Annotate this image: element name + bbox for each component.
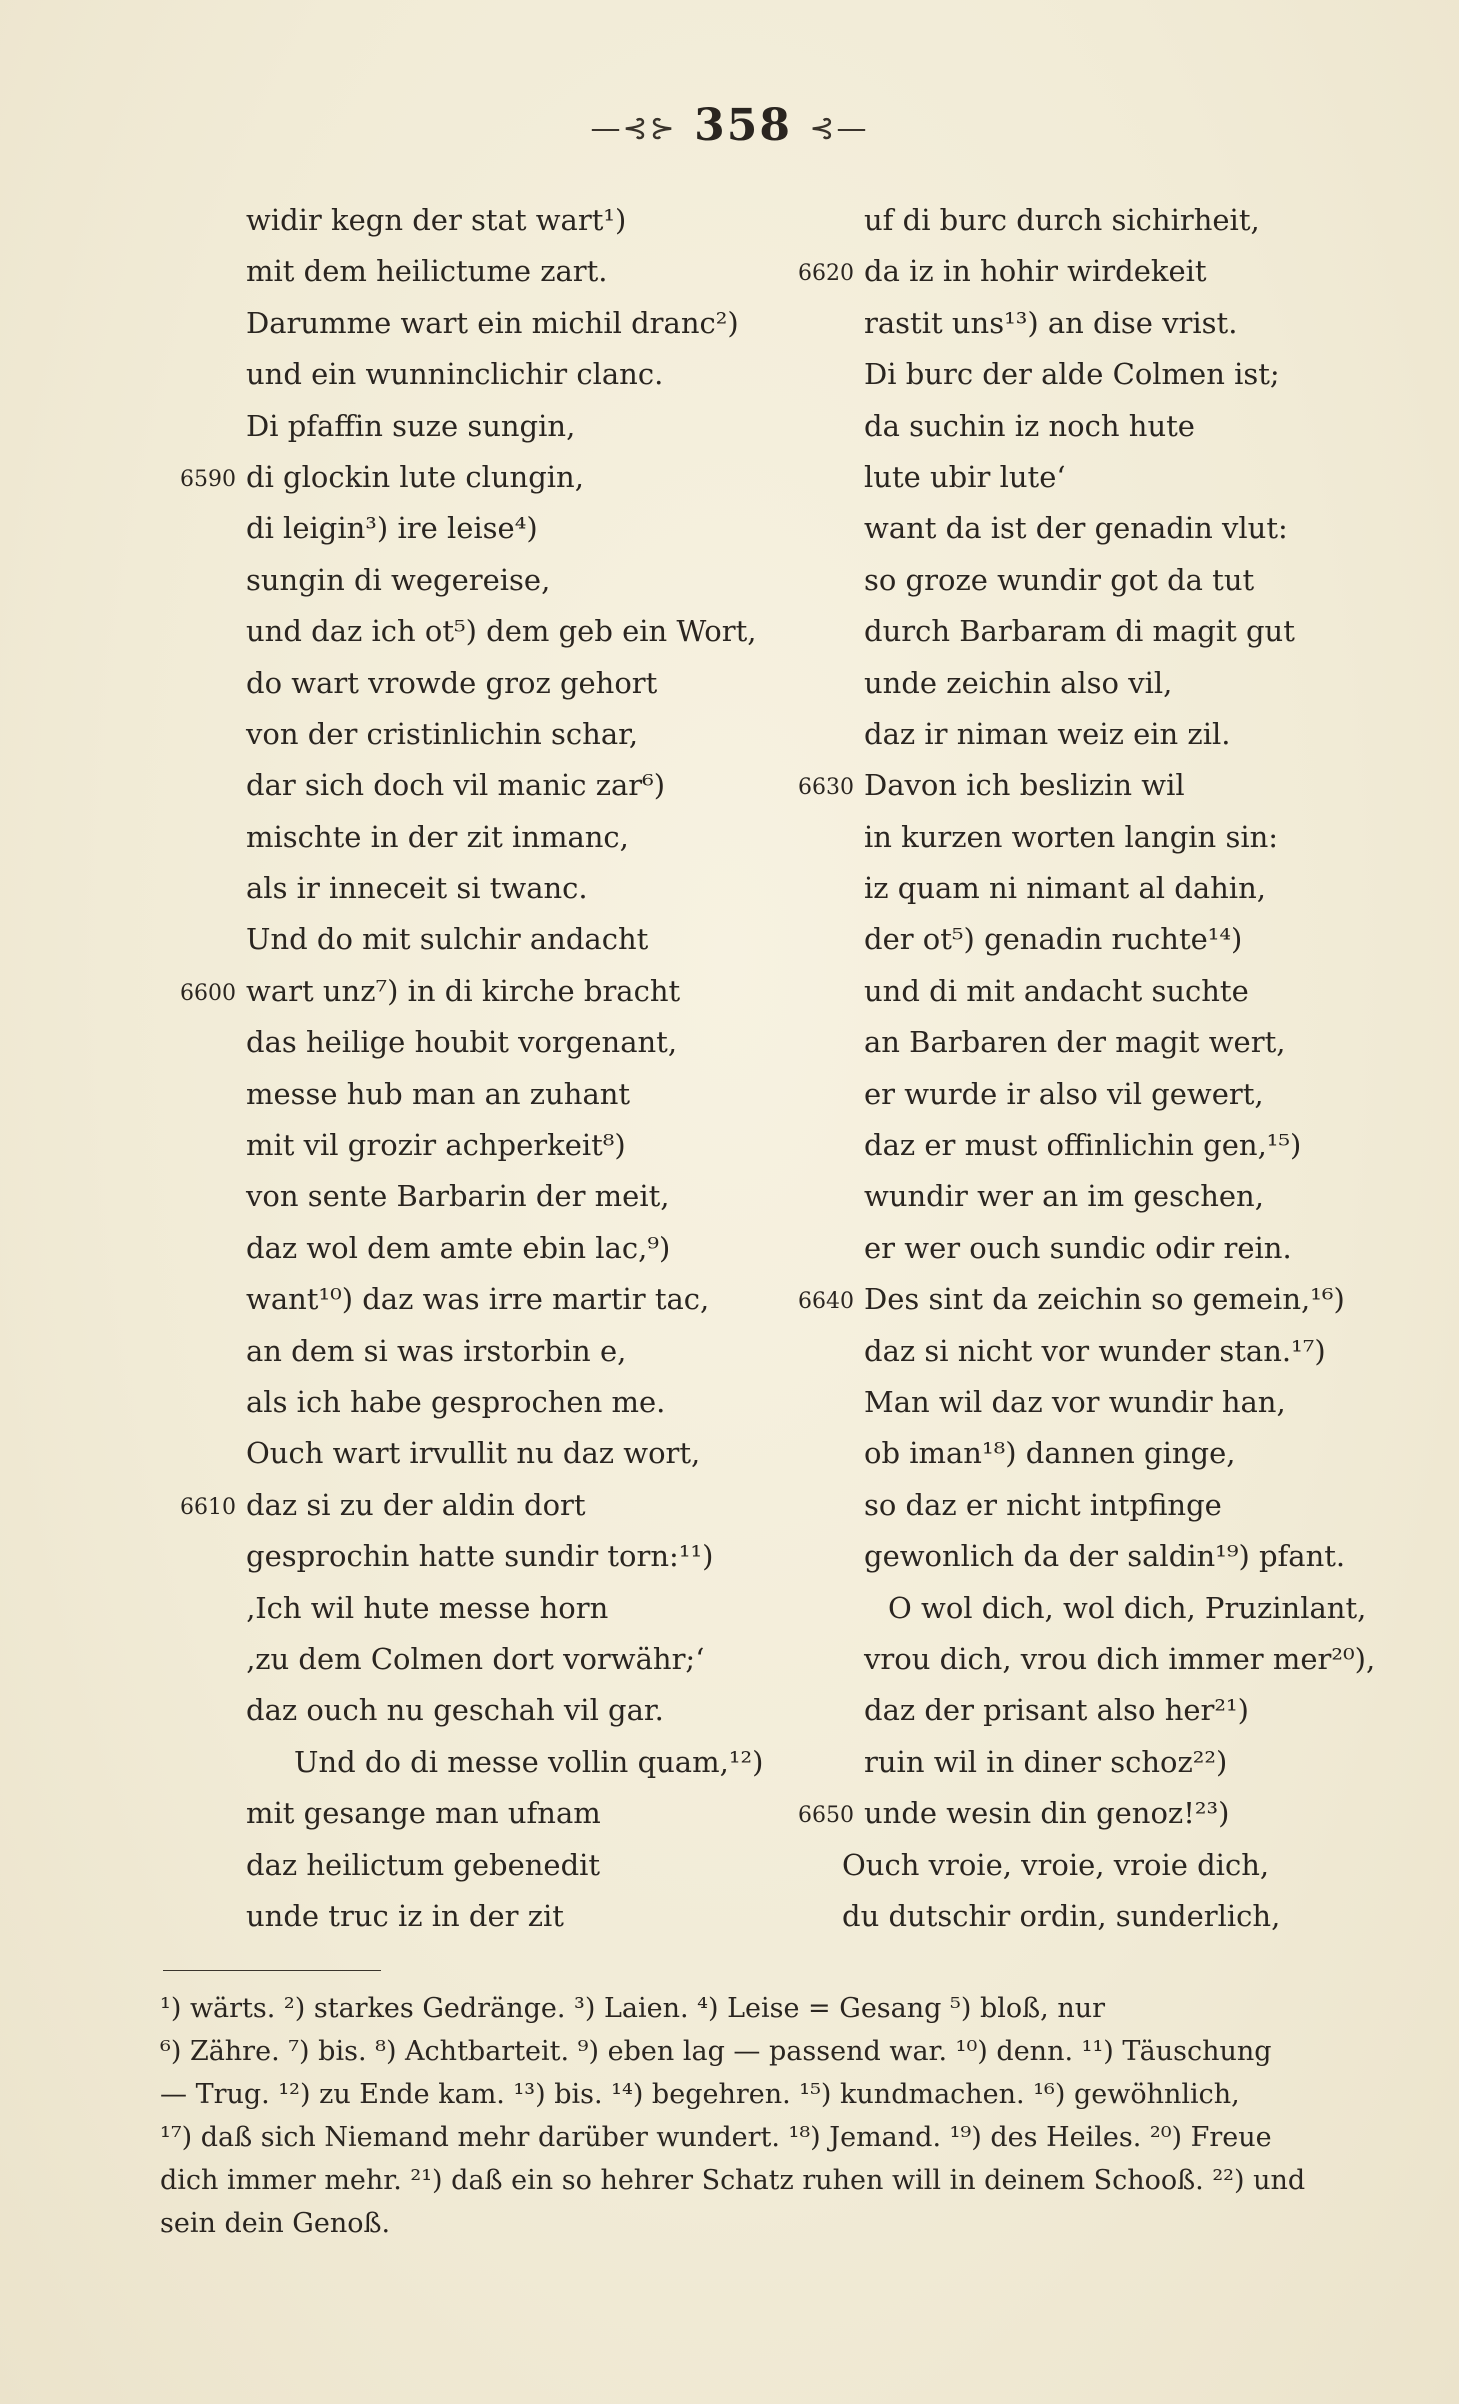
verse-line xyxy=(864,298,1384,349)
verse-line xyxy=(864,1685,1384,1736)
verse-text: so daz er nicht intpfinge xyxy=(864,1487,1222,1522)
verse-text: als ich habe gesprochen me. xyxy=(246,1384,666,1419)
verse-text: Di burc der alde Colmen ist; xyxy=(864,357,1280,392)
verse-text: daz si zu der aldin dort xyxy=(246,1487,586,1522)
verse-line xyxy=(180,452,766,503)
line-number: 6640 xyxy=(798,1289,854,1315)
verse-line xyxy=(864,1326,1384,1377)
verse-line xyxy=(864,1069,1384,1120)
verse-line xyxy=(246,1531,766,1582)
verse-line xyxy=(246,195,766,246)
line-number: 6630 xyxy=(798,775,854,801)
verse-text: daz si nicht vor wunder stan.¹⁷) xyxy=(864,1333,1326,1368)
verse-line xyxy=(864,401,1384,452)
footnote-line: ⁶) Zähre. ⁷) bis. ⁸) Achtbarteit. ⁹) eben lag — passend war. ¹⁰) denn. ¹¹) Täuschung xyxy=(160,2036,1272,2067)
line-number: 6610 xyxy=(180,1494,236,1520)
verse-line xyxy=(246,298,766,349)
verse-line xyxy=(864,1428,1384,1479)
verse-text: an dem si was irstorbin e, xyxy=(246,1333,627,1368)
verse-text: Darumme wart ein michil dranc²) xyxy=(246,305,739,340)
verse-line xyxy=(864,1480,1384,1531)
verse-text: ob iman¹⁸) dannen ginge, xyxy=(864,1436,1236,1471)
verse-text: Davon ich beslizin wil xyxy=(864,768,1185,803)
verse-line xyxy=(842,1891,1384,1942)
page-number: 358 xyxy=(694,100,792,151)
footnote-line: ¹⁷) daß sich Niemand mehr darüber wundert. ¹⁸) Jemand. ¹⁹) des Heiles. ²⁰) Freue xyxy=(160,2122,1272,2153)
verse-line xyxy=(864,709,1384,760)
verse-line xyxy=(246,1428,766,1479)
verse-text: ‚zu dem Colmen dort vorwähr;‘ xyxy=(246,1641,705,1676)
verse-line xyxy=(864,863,1384,914)
verse-text: ‚Ich wil hute messe horn xyxy=(246,1590,609,1625)
verse-line xyxy=(246,1274,766,1325)
verse-text: Des sint da zeichin so gemein,¹⁶) xyxy=(864,1282,1345,1317)
verse-text: der ot⁵) genadin ruchte¹⁴) xyxy=(864,922,1243,957)
verse-line xyxy=(864,658,1384,709)
verse-line xyxy=(246,606,766,657)
verse-text: dar sich doch vil manic zar⁶) xyxy=(246,768,666,803)
verse-line xyxy=(246,1120,766,1171)
verse-text: gewonlich da der saldin¹⁹) pfant. xyxy=(864,1539,1346,1574)
verse-text: so groze wundir got da tut xyxy=(864,562,1255,597)
verse-line xyxy=(864,1377,1384,1428)
verse-line xyxy=(180,966,766,1017)
verse-text: iz quam ni nimant al dahin, xyxy=(864,871,1266,906)
verse-text: Und do mit sulchir andacht xyxy=(246,922,649,957)
footnotes xyxy=(160,1987,1390,2245)
verse-line xyxy=(246,1223,766,1274)
verse-text: daz wol dem amte ebin lac,⁹) xyxy=(246,1230,671,1265)
verse-line xyxy=(864,555,1384,606)
verse-line xyxy=(246,401,766,452)
header-ornament-right: ⊰— xyxy=(809,111,869,146)
footnote-line: sein dein Genoß. xyxy=(160,2208,391,2239)
verse-text: Man wil daz vor wundir han, xyxy=(864,1384,1286,1419)
verse-text: daz ir niman weiz ein zil. xyxy=(864,716,1231,751)
verse-text: wart unz⁷) in di kirche bracht xyxy=(246,973,681,1008)
header-ornament-left: —⊰⊱ xyxy=(590,111,677,146)
verse-line xyxy=(864,349,1384,400)
verse-line xyxy=(864,1171,1384,1222)
verse-text: sungin di wegereise, xyxy=(246,562,551,597)
verse-text: als ir inneceit si twanc. xyxy=(246,871,588,906)
verse-text: in kurzen worten langin sin: xyxy=(864,819,1279,854)
verse-text: uf di burc durch sichirheit, xyxy=(864,203,1260,237)
verse-line xyxy=(246,863,766,914)
verse-text: do wart vrowde groz gehort xyxy=(246,665,658,700)
verse-line xyxy=(798,246,1384,297)
verse-text: da suchin iz noch hute xyxy=(864,408,1195,443)
verse-text: daz der prisant also her²¹) xyxy=(864,1693,1249,1728)
verse-line xyxy=(864,1223,1384,1274)
verse-text: mit dem heilictume zart. xyxy=(246,254,608,289)
verse-text: messe hub man an zuhant xyxy=(246,1076,631,1111)
footnote-line: dich immer mehr. ²¹) daß ein so hehrer Schatz ruhen will in deinem Schooß. ²²) und xyxy=(160,2165,1306,2196)
verse-line xyxy=(246,760,766,811)
verse-line xyxy=(246,1583,766,1634)
verse-line xyxy=(864,1634,1384,1685)
verse-text: Ouch vroie, vroie, vroie dich, xyxy=(842,1847,1270,1882)
verse-line xyxy=(842,1840,1384,1891)
verse-line xyxy=(864,452,1384,503)
verse-line xyxy=(246,1171,766,1222)
line-number: 6650 xyxy=(798,1803,854,1829)
verse-line xyxy=(246,812,766,863)
verse-text: want¹⁰) daz was irre martir tac, xyxy=(246,1282,710,1317)
verse-text: von der cristinlichin schar, xyxy=(246,716,639,751)
verse-text: daz er must offinlichin gen,¹⁵) xyxy=(864,1128,1302,1163)
verse-text: lute ubir lute‘ xyxy=(864,459,1066,494)
verse-text: da iz in hohir wirdekeit xyxy=(864,254,1207,289)
verse-line xyxy=(864,966,1384,1017)
verse-line xyxy=(864,812,1384,863)
verse-line xyxy=(246,246,766,297)
verse-text: Di pfaffin suze sungin, xyxy=(246,408,576,443)
verse-text: und di mit andacht suchte xyxy=(864,973,1249,1008)
verse-text: daz ouch nu geschah vil gar. xyxy=(246,1693,664,1728)
verse-line xyxy=(864,1583,1384,1634)
verse-text: O wol dich, wol dich, Pruzinlant, xyxy=(888,1590,1367,1625)
verse-text: di glockin lute clungin, xyxy=(246,459,584,494)
verse-text: mit vil grozir achperkeit⁸) xyxy=(246,1128,626,1163)
verse-text: durch Barbaram di magit gut xyxy=(864,614,1295,649)
verse-text: du dutschir ordin, sunderlich, xyxy=(842,1898,1281,1933)
verse-line xyxy=(246,349,766,400)
verse-line xyxy=(246,1069,766,1120)
verse-text: unde wesin din genoz!²³) xyxy=(864,1796,1230,1831)
verse-line xyxy=(246,1326,766,1377)
footnote-line: ¹) wärts. ²) starkes Gedränge. ³) Laien. ⁴) Leise = Gesang ⁵) bloß, nur xyxy=(160,1993,1105,2024)
verse-text: di leigin³) ire leise⁴) xyxy=(246,511,538,546)
verse-text: wundir wer an im geschen, xyxy=(864,1179,1264,1214)
right-verse-column xyxy=(798,195,1384,1942)
verse-text: daz heilictum gebenedit xyxy=(246,1847,601,1882)
verse-line xyxy=(246,914,766,965)
verse-line xyxy=(864,606,1384,657)
line-number: 6590 xyxy=(180,466,236,492)
verse-text: an Barbaren der magit wert, xyxy=(864,1025,1286,1060)
verse-line xyxy=(864,1531,1384,1582)
verse-line xyxy=(864,1120,1384,1171)
verse-line xyxy=(864,1017,1384,1068)
verse-text: das heilige houbit vorgenant, xyxy=(246,1025,678,1060)
left-verse-column xyxy=(180,195,766,1942)
verse-line xyxy=(246,1788,766,1839)
verse-line xyxy=(246,1840,766,1891)
verse-text: want da ist der genadin vlut: xyxy=(864,511,1288,546)
verse-line xyxy=(246,709,766,760)
verse-line xyxy=(180,1480,766,1531)
line-number: 6600 xyxy=(180,980,236,1006)
footnote-line: — Trug. ¹²) zu Ende kam. ¹³) bis. ¹⁴) begehren. ¹⁵) kundmachen. ¹⁶) gewöhnlich, xyxy=(160,2079,1240,2110)
verse-text: widir kegn der stat wart¹) xyxy=(246,203,627,237)
verse-line xyxy=(798,760,1384,811)
verse-text: rastit uns¹³) an dise vrist. xyxy=(864,305,1238,340)
verse-line xyxy=(246,1685,766,1736)
verse-text: unde zeichin also vil, xyxy=(864,665,1173,700)
verse-text: von sente Barbarin der meit, xyxy=(246,1179,670,1214)
verse-line xyxy=(864,914,1384,965)
footnote-divider xyxy=(163,1970,381,1971)
verse-text: mischte in der zit inmanc, xyxy=(246,819,629,854)
verse-text: mit gesange man ufnam xyxy=(246,1796,601,1831)
verse-text: er wer ouch sundic odir rein. xyxy=(864,1230,1292,1265)
verse-line xyxy=(864,195,1384,246)
verse-line xyxy=(246,1737,766,1788)
verse-line xyxy=(246,503,766,554)
verse-text: und ein wunninclichir clanc. xyxy=(246,357,664,392)
verse-text: gesprochin hatte sundir torn:¹¹) xyxy=(246,1539,714,1574)
verse-line xyxy=(246,1634,766,1685)
verse-line xyxy=(864,1737,1384,1788)
page-header xyxy=(0,100,1459,151)
verse-text: Ouch wart irvullit nu daz wort, xyxy=(246,1436,701,1471)
verse-text: ruin wil in diner schoz²²) xyxy=(864,1744,1228,1779)
verse-line xyxy=(246,1377,766,1428)
verse-line xyxy=(798,1274,1384,1325)
line-number: 6620 xyxy=(798,261,854,287)
verse-line xyxy=(246,658,766,709)
verse-text: er wurde ir also vil gewert, xyxy=(864,1076,1264,1111)
verse-line xyxy=(246,555,766,606)
verse-line xyxy=(864,503,1384,554)
verse-text: unde truc iz in der zit xyxy=(246,1898,564,1933)
verse-line xyxy=(246,1891,766,1942)
verse-text: vrou dich, vrou dich immer mer²⁰), xyxy=(864,1641,1376,1676)
verse-line xyxy=(798,1788,1384,1839)
verse-text: Und do di messe vollin quam,¹²) xyxy=(294,1744,764,1779)
verse-line xyxy=(246,1017,766,1068)
verse-text: und daz ich ot⁵) dem geb ein Wort, xyxy=(246,614,757,649)
